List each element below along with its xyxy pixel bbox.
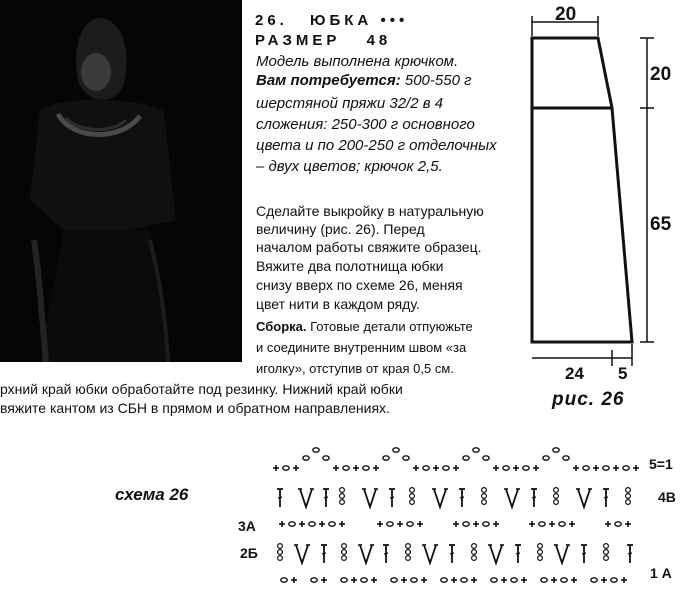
materials-line-3: шерстяной пряжи 32/2 в 4: [256, 95, 444, 112]
materials-line-6: – двух цветов; крючок 2,5.: [256, 158, 443, 175]
row-label-5: 5=1: [649, 456, 673, 472]
dim-upper-height: 20: [650, 64, 672, 85]
materials-line-2: [256, 72, 472, 89]
materials-line-4: сложения: 250-300 г основного: [256, 116, 475, 133]
row-label-4: 4В: [658, 489, 676, 505]
crochet-chart: [270, 430, 650, 595]
wide-line-2: вяжите кантом из СБН в прямом и обратном направлениях.: [0, 400, 390, 416]
assembly-line-2: и соедините внутренним швом «за: [256, 340, 467, 355]
pattern-heading: [255, 12, 408, 30]
size-label: РАЗМЕР: [255, 32, 341, 49]
instruction-line-6: цвет нити в каждом ряду.: [256, 296, 420, 312]
dim-top-width: 20: [555, 4, 577, 25]
chart-row-1: [281, 577, 627, 583]
chart-row-3: [279, 521, 631, 527]
chart-row-4: [277, 488, 630, 507]
scheme-title: схема 26: [115, 485, 189, 504]
assembly-text: Готовые детали отпуюжьте: [310, 319, 473, 334]
instruction-line-5: снизу вверх по схеме 26, меняя: [256, 277, 463, 293]
size-value: 48: [366, 32, 392, 49]
materials-line-5: цвета и по 200-250 г отделочных: [256, 137, 497, 154]
row-label-2: 2Б: [240, 545, 258, 561]
row-label-1: 1 А: [650, 565, 672, 581]
chart-row-2: [278, 544, 633, 563]
chart-row-5: [273, 448, 639, 471]
dim-bottom-left: 24: [565, 364, 584, 383]
instruction-line-3: началом работы свяжите образец.: [256, 239, 482, 255]
difficulty-dots: •••: [380, 12, 409, 29]
instruction-line-2: величину (рис. 26). Перед: [256, 221, 425, 237]
materials-line-1: Модель выполнена крючком.: [256, 53, 459, 70]
needed-value: 500-550 г: [404, 72, 472, 89]
assembly-line-1: [256, 318, 473, 335]
assembly-label: Сборка.: [256, 319, 307, 334]
needed-label: Вам потребуется:: [256, 72, 401, 89]
pattern-title: ЮБКА: [310, 12, 373, 29]
dim-bottom-right: 5: [618, 364, 628, 383]
size-heading: [255, 32, 391, 50]
wide-line-1: рхний край юбки обработайте под резинку. Нижний край юбки: [0, 381, 403, 397]
instruction-line-4: Вяжите два полотнища юбки: [256, 258, 444, 274]
figure-caption: рис. 26: [552, 389, 625, 410]
dim-lower-height: 65: [650, 214, 672, 235]
model-photo: [0, 0, 242, 362]
pattern-number: 26.: [255, 12, 288, 29]
row-label-3: 3А: [238, 518, 256, 534]
model-figure-illustration: [0, 0, 242, 362]
instruction-line-1: Сделайте выкройку в натуральную: [256, 203, 484, 219]
skirt-pattern-diagram: [520, 0, 700, 380]
assembly-line-3: иголку», отступив от края 0,5 см.: [256, 361, 454, 376]
